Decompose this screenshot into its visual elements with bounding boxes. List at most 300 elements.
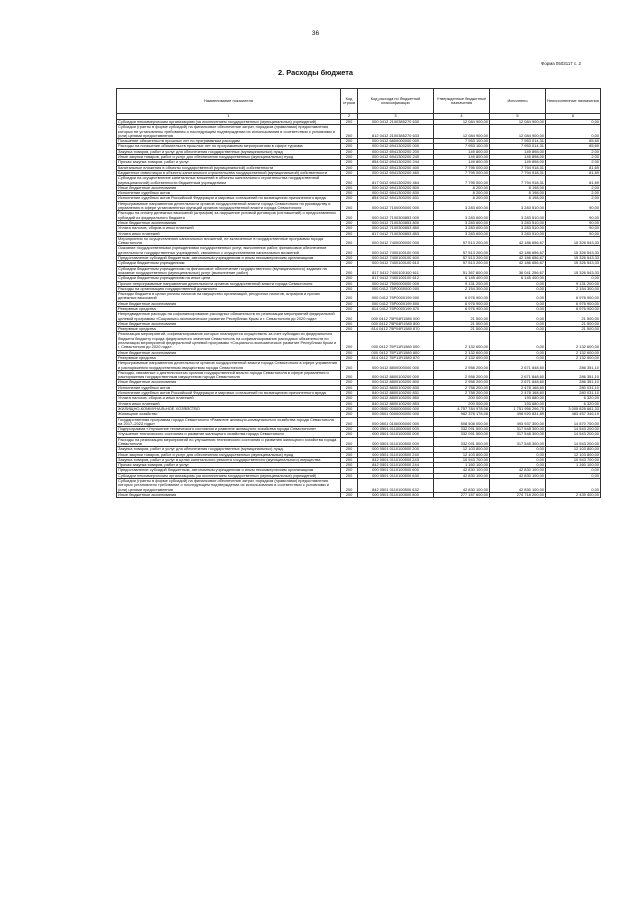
row-executed: 2 671 848,60 xyxy=(490,380,546,385)
row-line-code: 200 xyxy=(341,125,358,139)
column-number: 3 xyxy=(358,114,434,120)
row-executed: 0,00 xyxy=(490,286,546,291)
row-name: Субсидии бюджетным учреждениям xyxy=(117,261,341,266)
row-line-code: 200 xyxy=(341,391,358,396)
row-classification-code: 842 0501 0110100500 632 xyxy=(358,479,434,493)
row-classification-code: 817 0412 7400100100 611 xyxy=(358,266,434,276)
row-approved: 149 800,00 xyxy=(434,155,490,160)
row-remaining: 6 976 900,00 xyxy=(546,306,601,311)
row-remaining: 21 500,00 xyxy=(546,327,601,332)
row-approved: 508 508 000,00 xyxy=(434,417,490,427)
header-executed: Исполнено xyxy=(490,89,546,114)
row-name: Иные бюджетные ассигнования xyxy=(117,220,341,225)
row-classification-code: 842 0501 0110100500 243 xyxy=(358,457,434,462)
table-row xyxy=(117,370,601,380)
row-approved: 7 795 000,00 xyxy=(434,165,490,170)
row-remaining: 10 943 700,00 xyxy=(546,457,601,462)
row-executed: 6 145 400,00 xyxy=(490,276,546,281)
row-classification-code: 000 0501 0110100500 240 xyxy=(358,452,434,457)
row-name: Закупка товаров, работ и услуг для обеспечения государственных (муниципальных) нужд xyxy=(117,149,341,154)
header-line-code: Код строки xyxy=(341,89,358,114)
row-classification-code: 000 0412 75P04R1580 000 xyxy=(358,312,434,322)
row-name: Иные закупки товаров, работ и услуг для обеспечения государственных (муниципальных) нужд xyxy=(117,452,341,457)
row-line-code: 200 xyxy=(341,185,358,190)
row-executed: 7 953 014,31 xyxy=(490,139,546,144)
row-classification-code: 000 0501 0110100500 630 xyxy=(358,473,434,478)
row-name: Капитальные вложения в объекты государственной (муниципальной) собственности xyxy=(117,165,341,170)
row-name: Расходы на реализацию мероприятий по улучшению технического состояния и развитию жилищного хозяйства города Севастополя xyxy=(117,437,341,447)
row-executed: 7 794 918,31 xyxy=(490,170,546,175)
expenses-table xyxy=(116,88,601,498)
row-approved: 7 953 100,00 xyxy=(434,139,490,144)
row-classification-code: 000 0412 7400000000 000 xyxy=(358,236,434,246)
row-classification-code: 000 0412 75P11R1580 000 xyxy=(358,332,434,350)
row-line-code: 200 xyxy=(341,191,358,196)
row-line-code: 200 xyxy=(341,432,358,437)
row-line-code: 200 xyxy=(341,479,358,493)
row-executed: 8 198,00 xyxy=(490,196,546,201)
row-remaining: 2 154 300,00 xyxy=(546,286,601,291)
row-line-code: 200 xyxy=(341,321,358,326)
row-executed: 8 198,00 xyxy=(490,185,546,190)
row-remaining: 14 543 200,00 xyxy=(546,432,601,437)
row-executed: 0,00 xyxy=(490,306,546,311)
row-approved: 21 500,00 xyxy=(434,321,490,326)
form-code: Форма 0503117 с. 2 xyxy=(541,61,581,66)
row-name: Закупка товаров, работ и услуг для обеспечения государственных (муниципальных) нужд xyxy=(117,447,341,452)
row-line-code: 200 xyxy=(341,201,358,211)
row-remaining: 15 326 543,33 xyxy=(546,256,601,261)
row-remaining: 0,00 xyxy=(546,479,601,493)
row-line-code: 200 xyxy=(341,332,358,350)
row-executed: 2 478 168,60 xyxy=(490,385,546,390)
row-name: Иные бюджетные ассигнования xyxy=(117,492,341,497)
row-name: Оказание государственными учреждениями государственных услуг, выполнение работ, финансовое обеспечение деятельности государственных учреждений, связанных с осуществлением капитальных вложений xyxy=(117,246,341,256)
row-remaining: 0,00 xyxy=(546,473,601,478)
row-remaining: 286 351,10 xyxy=(546,380,601,385)
row-line-code: 200 xyxy=(341,350,358,355)
row-classification-code: 814 0412 75P0000199 870 xyxy=(358,306,434,311)
row-classification-code: 842 0501 0110100500 244 xyxy=(358,463,434,468)
row-line-code: 200 xyxy=(341,236,358,246)
row-name: Субсидии (гранты в форме субсидий) на финансовое обеспечение затрат, порядком (правилами) предоставления которых установлено требование о последующем подтверждении их использования в соответствии с условиями и (или) целями предоставления xyxy=(117,479,341,493)
row-approved: 51 367 800,00 xyxy=(434,266,490,276)
row-classification-code: 000 0412 7400100100 600 xyxy=(358,256,434,261)
row-classification-code: 817 0412 7100300853 853 xyxy=(358,231,434,236)
row-remaining: 15 326 543,33 xyxy=(546,266,601,276)
row-approved: 21 500,00 xyxy=(434,327,490,332)
row-remaining: 14 543 200,00 xyxy=(546,437,601,447)
row-classification-code: 814 0412 75P04R1580 870 xyxy=(358,327,434,332)
row-executed: 317 548 300,00 xyxy=(490,437,546,447)
row-executed: 2 671 848,60 xyxy=(490,361,546,371)
row-name: Исполнение судебных актов xyxy=(117,191,341,196)
row-classification-code: 000 0412 6941300200 460 xyxy=(358,170,434,175)
row-classification-code: 000 0412 7100000000 000 xyxy=(358,201,434,211)
table-header-row xyxy=(117,89,601,114)
row-remaining: 2 132 600,00 xyxy=(546,355,601,360)
table-row xyxy=(117,417,601,427)
row-executed: 0,00 xyxy=(490,292,546,302)
row-approved: 3 283 600,00 xyxy=(434,220,490,225)
row-line-code: 200 xyxy=(341,361,358,371)
row-approved: 149 800,00 xyxy=(434,160,490,165)
row-approved: 57 513 200,00 xyxy=(434,236,490,246)
row-approved: 10 943 700,00 xyxy=(434,457,490,462)
row-name: Государственная программа города Севастополя «Развитие жилищно-коммунального хозяйства города Севастополя на 2017–2022 годы» xyxy=(117,417,341,427)
row-name: Иные бюджетные ассигнования xyxy=(117,321,341,326)
row-line-code: 200 xyxy=(341,170,358,175)
row-approved: 2 958 200,00 xyxy=(434,380,490,385)
row-name: Расходы на организацию государственной должности xyxy=(117,286,341,291)
section-title: 2. Расходы бюджета xyxy=(278,68,353,77)
row-remaining: 9 131 200,00 xyxy=(546,281,601,286)
row-remaining: 280 031,10 xyxy=(546,385,601,390)
row-classification-code: 000 0412 8800100200 800 xyxy=(358,380,434,385)
row-classification-code: 817 0412 6941300200 464 xyxy=(358,176,434,186)
row-name: Прочая закупка товаров, работ и услуг xyxy=(117,160,341,165)
row-approved: 57 513 200,00 xyxy=(434,246,490,256)
row-executed: 3 283 510,00 xyxy=(490,231,546,236)
row-classification-code: 812 0412 2100385270 633 xyxy=(358,125,434,139)
row-remaining: 286 351,10 xyxy=(546,370,601,380)
row-line-code: 200 xyxy=(341,468,358,473)
row-executed: 149 898,00 xyxy=(490,155,546,160)
row-executed: 36 041 256,67 xyxy=(490,266,546,276)
row-executed: 8 198,00 xyxy=(490,191,546,196)
row-classification-code: 840 0412 8800100200 831 xyxy=(358,391,434,396)
row-name: Субсидии бюджетным учреждениям на финансовое обеспечение государственного (муниципального) задания на оказание государственных (муниципальных) услуг (выполнение работ) xyxy=(117,266,341,276)
row-name: Прочие непрограммные направления деятельности органов государственной власти города Севастополя xyxy=(117,281,341,286)
row-line-code: 200 xyxy=(341,256,358,261)
table-row xyxy=(117,211,601,221)
row-remaining: 90,00 xyxy=(546,220,601,225)
row-approved: 12 103 800,00 xyxy=(434,452,490,457)
row-name: Прочая закупка товаров, работ и услуг xyxy=(117,463,341,468)
row-classification-code: 000 0412 7100300853 800 xyxy=(358,220,434,225)
row-line-code: 200 xyxy=(341,306,358,311)
row-classification-code: 000 0412 75P0000199 800 xyxy=(358,301,434,306)
row-approved: 3 283 600,00 xyxy=(434,226,490,231)
row-classification-code: 814 0412 75P11R1580 870 xyxy=(358,355,434,360)
row-remaining: 286 351,10 xyxy=(546,361,601,371)
row-remaining: 2,00 xyxy=(546,185,601,190)
row-classification-code: 000 0412 8800100200 000 xyxy=(358,370,434,380)
row-name: Предоставление субсидий бюджетным, автономным учреждениям и иным некоммерческим организациям xyxy=(117,468,341,473)
row-approved: 9 131 200,00 xyxy=(434,281,490,286)
row-name: Исполнение судебных актов xyxy=(117,385,341,390)
row-name: Непредвиденные расходы на софинансирование расходных обязательств по реализации мероприятий федеральной целевой программы «Социально-экономическое развитие Республики Крым и г. Севастополя до 2020 года» xyxy=(117,312,341,322)
row-name: Предоставление субсидий бюджетным, автономным учреждениям и иным некоммерческим организациям xyxy=(117,256,341,261)
row-name: Расходы на погашение обязательств прошлых лет по программным мероприятиям в сфере туризма xyxy=(117,144,341,149)
row-approved: 6 976 900,00 xyxy=(434,301,490,306)
row-executed: 42 186 656,67 xyxy=(490,236,546,246)
row-approved: 6 976 900,00 xyxy=(434,306,490,311)
row-line-code: 200 xyxy=(341,144,358,149)
row-executed: 274 718 200,00 xyxy=(490,492,546,497)
row-classification-code: 000 0412 7100300853 000 xyxy=(358,211,434,221)
row-executed: 42 186 656,67 xyxy=(490,256,546,261)
row-approved: 2 958 200,00 xyxy=(434,370,490,380)
row-executed: 1 751 956 296,75 xyxy=(490,406,546,411)
table-row xyxy=(117,201,601,211)
row-executed: 0,00 xyxy=(490,327,546,332)
row-remaining: 3 005 828 681,33 xyxy=(546,406,601,411)
row-remaining: 90,00 xyxy=(546,231,601,236)
row-line-code: 200 xyxy=(341,149,358,154)
row-remaining: 81,69 xyxy=(546,176,601,186)
row-approved: 12 084 900,00 xyxy=(434,120,490,125)
row-name: Субсидии на осуществление капитальных вложений в объекты капитального строительства государственной (муниципальной) собственности бюджетным учреждениям xyxy=(117,176,341,186)
row-approved: 8 200,00 xyxy=(434,196,490,201)
column-number: 2 xyxy=(341,114,358,120)
row-approved: 3 283 600,00 xyxy=(434,211,490,221)
row-name: Иные бюджетные ассигнования xyxy=(117,350,341,355)
row-name: Погашение обязательств прошлых лет по программным расходам xyxy=(117,139,341,144)
row-executed: 0,00 xyxy=(490,312,546,322)
row-line-code: 200 xyxy=(341,276,358,281)
row-name: ЖИЛИЩНО-КОММУНАЛЬНОЕ ХОЗЯЙСТВО xyxy=(117,406,341,411)
row-line-code: 200 xyxy=(341,286,358,291)
row-line-code: 200 xyxy=(341,370,358,380)
row-approved: 332 091 500,00 xyxy=(434,437,490,447)
row-executed: 42 830 100,00 xyxy=(490,473,546,478)
row-line-code: 200 xyxy=(341,226,358,231)
row-executed: 3 283 510,00 xyxy=(490,220,546,225)
row-remaining: 0,00 xyxy=(546,468,601,473)
table-row xyxy=(117,125,601,139)
row-name: Субсидии некоммерческим организациям (за исключением государственных (муниципальных) учреждений) xyxy=(117,473,341,478)
row-line-code: 200 xyxy=(341,417,358,427)
row-approved: 149 800,00 xyxy=(434,149,490,154)
row-approved: 21 500,00 xyxy=(434,312,490,322)
row-name: Расходы бюджета в целях уплаты налогов на имущество организаций, ресурсных налогов, штрафов и прочих денежных взысканий xyxy=(117,292,341,302)
row-line-code: 200 xyxy=(341,139,358,144)
row-name: Субсидии некоммерческим организациям (за исключением государственных (муниципальных) учреждений) xyxy=(117,120,341,125)
row-name: Исполнение судебных актов Российской Федерации и мировых соглашений по возмещению причиненного вреда xyxy=(117,196,341,201)
table-row xyxy=(117,492,601,497)
row-approved: 4 757 784 978,08 xyxy=(434,406,490,411)
table-row xyxy=(117,246,601,256)
row-approved: 332 091 500,00 xyxy=(434,427,490,432)
row-remaining: 2 132 600,00 xyxy=(546,350,601,355)
row-approved: 57 513 200,00 xyxy=(434,256,490,261)
row-name: Непрограммные направления деятельности органов государственной власти города Севастополя по руководству и управлению в сфере установленных функций органов государственной власти города Севастополя xyxy=(117,201,341,211)
row-name: Подпрограмма «Улучшение технического состояния и развитие жилищного хозяйства города Севастополя» xyxy=(117,427,341,432)
row-remaining: 2 132 600,00 xyxy=(546,332,601,350)
row-classification-code: 000 0412 75P0000199 000 xyxy=(358,292,434,302)
row-remaining: 85,69 xyxy=(546,144,601,149)
row-classification-code: 000 0501 0110000000 000 xyxy=(358,427,434,432)
row-name: Исполнение судебных актов Российской Федерации и мировых соглашений по возмещению причиненного вреда xyxy=(117,391,341,396)
row-name: Улучшение технического состояния и развитие жилищного хозяйства города Севастополя xyxy=(117,432,341,437)
row-remaining: 15 326 543,33 xyxy=(546,246,601,256)
header-classification-code: Код расхода по бюджетной классификации xyxy=(358,89,434,114)
row-approved: 200 000,00 xyxy=(434,401,490,406)
row-remaining: 2,00 xyxy=(546,196,601,201)
row-approved: 277 157 600,00 xyxy=(434,492,490,497)
row-approved: 6 145 400,00 xyxy=(434,276,490,281)
row-remaining: 90,00 xyxy=(546,211,601,221)
row-approved: 2 132 600,00 xyxy=(434,350,490,355)
row-name: Резервные средства xyxy=(117,355,341,360)
row-approved: 200 000,00 xyxy=(434,396,490,401)
row-line-code: 200 xyxy=(341,412,358,417)
row-line-code: 200 xyxy=(341,427,358,432)
row-name: Субсидии бюджетным учреждениям на иные цели xyxy=(117,276,341,281)
row-approved: 7 953 100,00 xyxy=(434,144,490,149)
row-approved: 42 830 100,00 xyxy=(434,468,490,473)
row-remaining: 483 457 346,19 xyxy=(546,412,601,417)
row-executed: 3 283 510,00 xyxy=(490,211,546,221)
row-line-code: 200 xyxy=(341,160,358,165)
row-executed: 0,00 xyxy=(490,321,546,326)
row-approved: 3 283 600,00 xyxy=(434,231,490,236)
row-remaining: 15 326 543,33 xyxy=(546,236,601,246)
row-remaining: 0,00 xyxy=(546,125,601,139)
row-line-code: 200 xyxy=(341,380,358,385)
row-remaining: 6 976 900,00 xyxy=(546,301,601,306)
row-executed: 498 920 831,89 xyxy=(490,412,546,417)
row-classification-code: 000 0412 75P0000000 000 xyxy=(358,286,434,291)
row-line-code: 200 xyxy=(341,266,358,276)
row-remaining: 6 320,00 xyxy=(546,396,601,401)
row-classification-code: 000 0501 0110100000 000 xyxy=(358,432,434,437)
table-row xyxy=(117,312,601,322)
row-executed: 2 478 168,60 xyxy=(490,391,546,396)
row-executed: 193 680,00 xyxy=(490,396,546,401)
row-classification-code: 854 0412 6941300200 831 xyxy=(358,196,434,201)
row-approved: 7 795 000,00 xyxy=(434,170,490,175)
row-line-code: 200 xyxy=(341,355,358,360)
row-executed: 42 830 100,00 xyxy=(490,468,546,473)
row-classification-code: 854 0412 6941300200 244 xyxy=(358,160,434,165)
row-remaining: 85,69 xyxy=(546,139,601,144)
row-line-code: 200 xyxy=(341,301,358,306)
row-executed: 149 898,00 xyxy=(490,149,546,154)
row-classification-code: 000 0412 8800000000 000 xyxy=(358,361,434,371)
row-approved: 2 132 600,00 xyxy=(434,332,490,350)
row-line-code: 200 xyxy=(341,176,358,186)
row-remaining: 90,00 xyxy=(546,201,601,211)
row-classification-code: 000 0412 75P04R1580 800 xyxy=(358,321,434,326)
row-name: Непрограммные направления деятельности органов государственной власти города Севастополя в сфере управления и распоряжения государственным имуществом города Севастополя xyxy=(117,361,341,371)
row-executed: 0,00 xyxy=(490,355,546,360)
row-line-code: 200 xyxy=(341,396,358,401)
row-executed: 0,00 xyxy=(490,457,546,462)
row-remaining: 280 031,10 xyxy=(546,391,601,396)
row-classification-code: 000 0412 6941300200 830 xyxy=(358,191,434,196)
row-classification-code: 840 0412 8800100200 853 xyxy=(358,401,434,406)
table-row xyxy=(117,332,601,350)
row-line-code: 200 xyxy=(341,437,358,447)
row-classification-code: 000 0501 0110100500 600 xyxy=(358,468,434,473)
row-executed: 0,00 xyxy=(490,463,546,468)
row-name: Уплата налогов, сборов и иных платежей xyxy=(117,396,341,401)
row-name: Резервные средства xyxy=(117,306,341,311)
row-classification-code: 000 0412 6941300200 400 xyxy=(358,165,434,170)
row-remaining: 81,69 xyxy=(546,165,601,170)
row-executed: 193 680,00 xyxy=(490,401,546,406)
row-line-code: 200 xyxy=(341,327,358,332)
row-line-code: 200 xyxy=(341,165,358,170)
row-approved: 6 976 900,00 xyxy=(434,292,490,302)
row-executed: 0,00 xyxy=(490,301,546,306)
table-row xyxy=(117,361,601,371)
row-executed: 0,00 xyxy=(490,350,546,355)
row-name: Иные бюджетные ассигнования xyxy=(117,380,341,385)
row-approved: 8 200,00 xyxy=(434,191,490,196)
row-name: Мероприятия по осуществлению капитальных вложений, не включенные в государственные программы города Севастополя xyxy=(117,236,341,246)
row-approved: 2 758 200,00 xyxy=(434,391,490,396)
row-remaining: 14 543 200,00 xyxy=(546,427,601,432)
row-line-code: 200 xyxy=(341,385,358,390)
row-remaining: 12 103 800,00 xyxy=(546,447,601,452)
row-executed: 7 794 918,31 xyxy=(490,176,546,186)
row-remaining: 2,00 xyxy=(546,160,601,165)
table-row xyxy=(117,479,601,493)
row-executed: 42 186 656,67 xyxy=(490,261,546,266)
header-indicator-name: Наименование показателя xyxy=(117,89,341,114)
row-executed: 493 937 300,00 xyxy=(490,417,546,427)
table-row xyxy=(117,266,601,276)
column-number: 6 xyxy=(546,114,601,120)
row-remaining: 2,00 xyxy=(546,191,601,196)
row-remaining: 2,00 xyxy=(546,155,601,160)
row-classification-code: 000 0501 0000000000 000 xyxy=(358,412,434,417)
row-executed: 149 898,00 xyxy=(490,160,546,165)
table-row xyxy=(117,236,601,246)
table-row xyxy=(117,176,601,186)
row-name: Уплата иных платежей xyxy=(117,231,341,236)
row-approved: 12 084 900,00 xyxy=(434,125,490,139)
row-executed: 0,00 xyxy=(490,332,546,350)
row-classification-code: 000 0412 7100300853 850 xyxy=(358,226,434,231)
row-name: Бюджетные инвестиции в объекты капитального строительства государственной (муниципальной) собственности xyxy=(117,170,341,175)
row-approved: 12 103 800,00 xyxy=(434,447,490,452)
row-classification-code: 000 0412 6941300200 800 xyxy=(358,185,434,190)
row-approved: 2 154 300,00 xyxy=(434,286,490,291)
row-approved: 3 283 600,00 xyxy=(434,201,490,211)
column-number: 1 xyxy=(117,114,341,120)
row-approved: 1 160 100,00 xyxy=(434,463,490,468)
row-classification-code: 000 0412 6941300200 240 xyxy=(358,155,434,160)
row-executed: 42 830 100,00 xyxy=(490,479,546,493)
row-approved: 2 958 200,00 xyxy=(434,361,490,371)
row-remaining: 6 320,00 xyxy=(546,401,601,406)
row-classification-code: 000 0412 6941300200 200 xyxy=(358,149,434,154)
row-executed: 3 283 510,00 xyxy=(490,201,546,211)
row-remaining: 15 326 543,33 xyxy=(546,261,601,266)
row-name: Закупка товаров, работ и услуг в целях капитального ремонта государственного (муниципального) имущества xyxy=(117,457,341,462)
row-line-code: 200 xyxy=(341,281,358,286)
row-line-code: 200 xyxy=(341,406,358,411)
row-classification-code: 000 0501 0110100500 000 xyxy=(358,437,434,447)
row-classification-code: 000 0501 0110100500 200 xyxy=(358,447,434,452)
row-line-code: 200 xyxy=(341,120,358,125)
row-line-code: 200 xyxy=(341,261,358,266)
row-approved: 332 091 500,00 xyxy=(434,432,490,437)
row-name: Реализация мероприятий, софинансирование которых планируется осуществить за счет субсидии из федерального бюджета бюджету города федерального значения Севастополь на софинансирование расходных обязательств по реализации мероприятий федеральной целевой программы «Социально-экономическое развитие Республики Крым и г. Севастополя до 2020 года» xyxy=(117,332,341,350)
row-executed: 3 283 510,00 xyxy=(490,226,546,231)
row-approved: 57 513 200,00 xyxy=(434,261,490,266)
row-line-code: 200 xyxy=(341,452,358,457)
row-line-code: 200 xyxy=(341,155,358,160)
row-line-code: 200 xyxy=(341,220,358,225)
row-classification-code: 000 0412 6941300200 000 xyxy=(358,144,434,149)
row-executed: 0,00 xyxy=(490,447,546,452)
row-approved: 2 758 200,00 xyxy=(434,385,490,390)
